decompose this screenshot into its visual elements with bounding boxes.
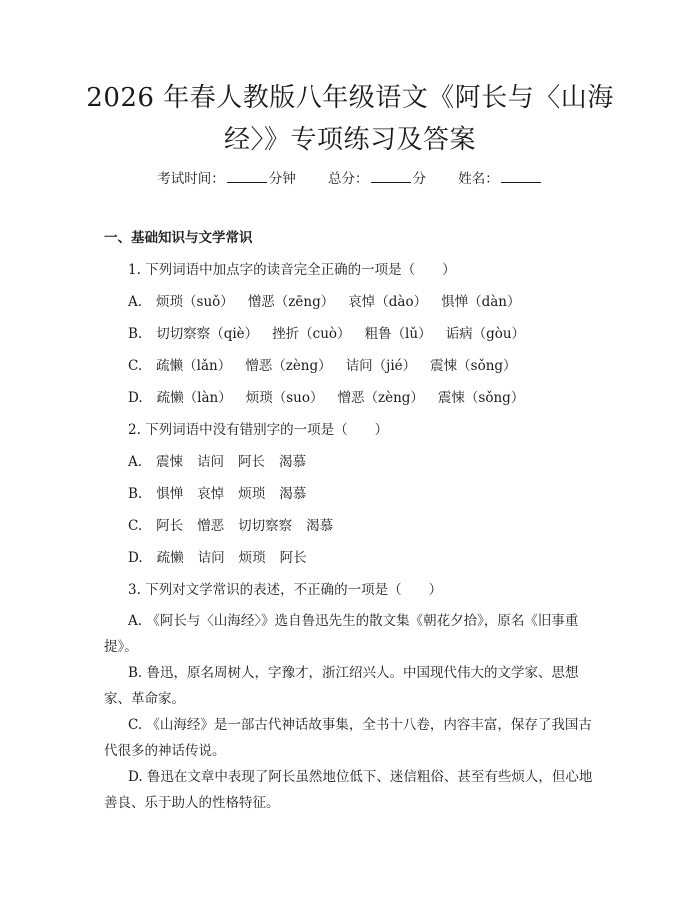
option-word: 渴慕 [306, 518, 334, 534]
option-word: 惧惮 [156, 486, 184, 502]
option-letter: B. [128, 326, 143, 342]
exam-score [328, 171, 426, 187]
option-word: 诘问（jié） [345, 358, 417, 374]
question-1-option-a [128, 292, 520, 312]
option-word: 挫折（cuò） [272, 326, 351, 342]
option-word: 烦琐（suo） [245, 390, 324, 406]
question-3-option-d: D. 鲁迅在文章中表现了阿长虽然地位低下、迷信粗俗、甚至有些烦人，但心地善良、乐于助人的性格特征。 [104, 769, 593, 811]
question-1-stem: 1. 下列词语中加点字的读音完全正确的一项是（ ） [128, 262, 456, 278]
exam-name-label: 姓名： [458, 171, 499, 187]
exam-time-label: 考试时间： [157, 171, 225, 187]
exam-name-blank [501, 168, 541, 183]
page-title-line-1: 2026 年春人教版八年级语文《阿长与〈山海 [86, 83, 614, 113]
option-word: 惧惮（dàn） [441, 294, 521, 310]
question-2-option-c [128, 516, 333, 536]
exam-score-label: 总分： [328, 171, 369, 187]
option-word: 疏懒（làn） [156, 390, 232, 406]
question-2-stem: 2. 下列词语中没有错别字的一项是（ ） [128, 422, 389, 438]
question-3-option-b: B. 鲁迅，原名周树人，字豫才，浙江绍兴人。中国现代伟大的文学家、思想家、革命家。 [104, 665, 579, 707]
option-letter: A. [128, 294, 143, 310]
exam-time-unit: 分钟 [268, 171, 296, 187]
option-word: 烦琐（suǒ） [156, 294, 234, 310]
option-letter: C. [128, 518, 143, 534]
option-word: 切切察察（qiè） [156, 326, 259, 342]
option-word: 震悚（sǒng） [430, 358, 517, 374]
option-letter: B. [128, 486, 143, 502]
option-word: 粗鲁（lǔ） [364, 326, 432, 342]
question-2-option-d [128, 548, 307, 568]
option-word: 诘问 [197, 550, 225, 566]
option-word: 烦琐 [238, 486, 266, 502]
exam-score-unit: 分 [412, 171, 426, 187]
option-word: 憎恶（zēng） [247, 294, 335, 310]
option-letter: C. [128, 358, 143, 374]
option-word: 切切察察 [238, 518, 293, 534]
option-word: 疏懒 [156, 550, 184, 566]
option-word: 哀悼 [197, 486, 225, 502]
option-word: 震悚（sǒng） [437, 390, 525, 406]
option-letter: D. [128, 390, 143, 406]
exam-time-blank [227, 168, 267, 183]
question-1-option-c [128, 356, 517, 376]
option-word: 震悚 [156, 454, 184, 470]
option-word: 诘问 [197, 454, 225, 470]
section-heading: 一、基础知识与文学常识 [104, 230, 253, 246]
option-word: 疏懒（lǎn） [156, 358, 232, 374]
option-word: 阿长 [238, 454, 266, 470]
exam-name [458, 171, 543, 187]
option-word: 渴慕 [279, 454, 307, 470]
option-word: 渴慕 [279, 486, 307, 502]
question-3-option-c: C. 《山海经》是一部古代神话故事集，全书十八卷，内容丰富，保存了我国古代很多的神话传说。 [104, 717, 592, 759]
option-word: 憎恶（zèng） [337, 390, 424, 406]
option-word: 憎恶 [197, 518, 225, 534]
option-word: 烦琐 [238, 550, 266, 566]
question-1-option-b [128, 324, 525, 344]
option-word: 阿长 [279, 550, 307, 566]
option-word: 诟病（gòu） [445, 326, 526, 342]
question-1-option-d [128, 388, 524, 408]
option-word: 憎恶（zèng） [245, 358, 332, 374]
option-letter: A. [128, 454, 143, 470]
page-title-line-2: 经〉》专项练习及答案 [223, 125, 476, 155]
option-letter: D. [128, 550, 143, 566]
question-2-option-a [128, 452, 306, 472]
question-2-option-b [128, 484, 306, 504]
option-word: 阿长 [156, 518, 184, 534]
question-3-option-a: A. 《阿长与〈山海经〉》选自鲁迅先生的散文集《朝花夕拾》，原名《旧事重提》。 [104, 613, 579, 655]
option-word: 哀悼（dào） [348, 294, 428, 310]
question-3-stem: 3. 下列对文学常识的表述，不正确的一项是（ ） [128, 582, 443, 598]
exam-score-blank [371, 168, 411, 183]
exam-info [0, 168, 700, 189]
exam-time [157, 171, 296, 187]
